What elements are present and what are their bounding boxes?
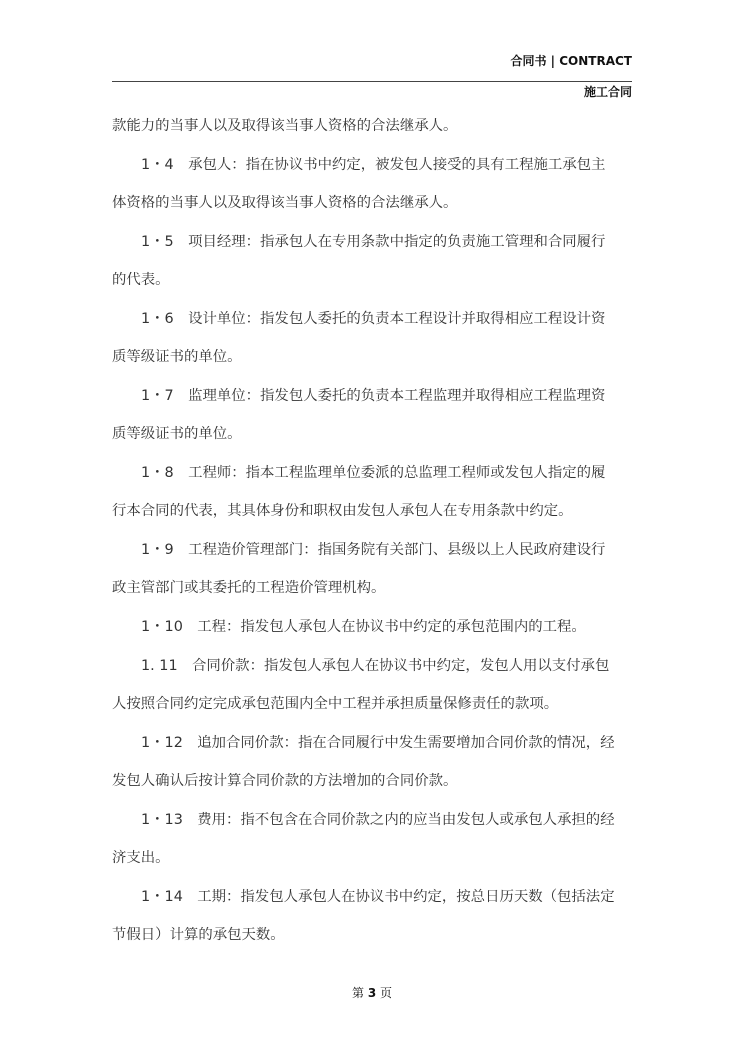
text-line: 1・13 费用：指不包含在合同价款之内的应当由发包人或承包人承担的经 xyxy=(141,812,615,828)
text-line: 人按照合同约定完成承包范围内全中工程并承担质量保修责任的款项。 xyxy=(112,696,559,712)
page-footer xyxy=(0,984,744,1001)
text-line: 济支出。 xyxy=(112,850,170,866)
text-line: 1・9 工程造价管理部门：指国务院有关部门、县级以上人民政府建设行 xyxy=(141,542,606,558)
text-line: 1・14 工期：指发包人承包人在协议书中约定，按总日历天数（包括法定 xyxy=(141,889,615,905)
clause-paragraph xyxy=(112,617,634,637)
clause-paragraph xyxy=(112,887,634,945)
text-line: 的代表。 xyxy=(112,272,170,288)
text-line: 1・5 项目经理：指承包人在专用条款中指定的负责施工管理和合同履行 xyxy=(141,234,606,250)
text-line: 行本合同的代表，其具体身份和职权由发包人承包人在专用条款中约定。 xyxy=(112,503,573,519)
clause-paragraph xyxy=(112,810,634,868)
text-line: 1・7 监理单位：指发包人委托的负责本工程监理并取得相应工程监理资 xyxy=(141,388,606,404)
text-line: 质等级证书的单位。 xyxy=(112,349,242,365)
text-line: 发包人确认后按计算合同价款的方法增加的合同价款。 xyxy=(112,773,458,789)
text-line: 体资格的当事人以及取得该当事人资格的合法继承人。 xyxy=(112,195,458,211)
clause-paragraph xyxy=(112,656,634,714)
header-subtitle: 施工合同 xyxy=(583,85,632,99)
text-line: 款能力的当事人以及取得该当事人资格的合法继承人。 xyxy=(112,118,458,134)
text-line: 1・4 承包人：指在协议书中约定，被发包人接受的具有工程施工承包主 xyxy=(141,157,606,173)
text-line: 政主管部门或其委托的工程造价管理机构。 xyxy=(112,580,386,596)
clause-paragraph xyxy=(112,733,634,791)
text-line: 1・10 工程：指发包人承包人在协议书中约定的承包范围内的工程。 xyxy=(141,619,586,635)
text-line: 1・6 设计单位：指发包人委托的负责本工程设计并取得相应工程设计资 xyxy=(141,311,606,327)
clause-paragraph xyxy=(112,540,634,598)
header-title: 合同书 | CONTRACT xyxy=(510,54,632,68)
text-line: 质等级证书的单位。 xyxy=(112,426,242,442)
clause-paragraph xyxy=(112,155,634,213)
footer-suffix: 页 xyxy=(380,986,393,1000)
page-number: 3 xyxy=(367,986,377,1000)
text-line: 1・8 工程师：指本工程监理单位委派的总监理工程师或发包人指定的履 xyxy=(141,465,606,481)
document-body xyxy=(112,116,634,964)
clause-paragraph xyxy=(112,309,634,367)
text-line: 1・12 追加合同价款：指在合同履行中发生需要增加合同价款的情况，经 xyxy=(141,735,615,751)
clause-paragraph xyxy=(112,386,634,444)
text-line: 节假日）计算的承包天数。 xyxy=(112,927,285,943)
header-divider xyxy=(112,81,632,82)
clause-paragraph xyxy=(112,463,634,521)
footer-prefix: 第 xyxy=(351,986,364,1000)
clause-paragraph xyxy=(112,232,634,290)
clause-paragraph xyxy=(112,116,634,136)
text-line: 1. 11 合同价款：指发包人承包人在协议书中约定，发包人用以支付承包 xyxy=(141,658,610,674)
